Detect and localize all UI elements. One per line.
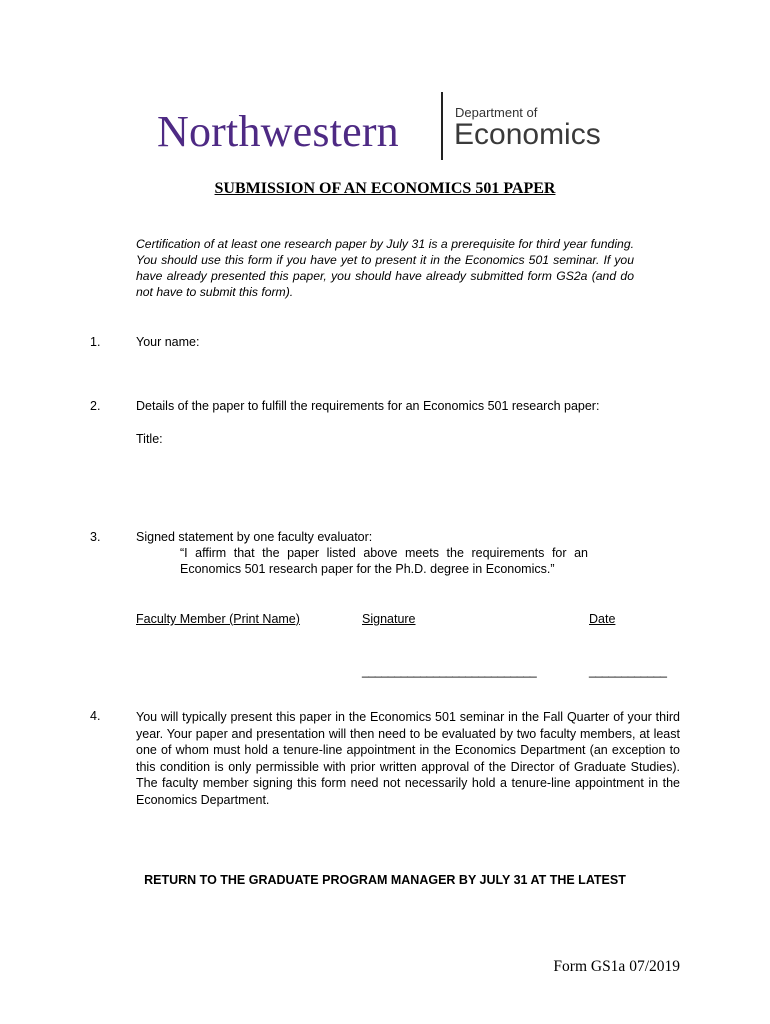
logo-divider <box>441 92 443 160</box>
title-label: Title: <box>136 432 163 446</box>
logo-department-prefix: Department of <box>455 105 538 120</box>
faculty-member-header: Faculty Member (Print Name) <box>136 612 300 626</box>
logo-university-name: Northwestern <box>157 107 399 156</box>
form-identifier: Form GS1a 07/2019 <box>553 958 680 975</box>
presentation-requirements-paragraph: You will typically present this paper in the Economics 501 seminar in the Fall Quarter of your third year. Your paper and presentation will then need to be evaluated by two faculty members, at least one of whom must hold a tenure-line appointment in the Economics Department (an exception to this condition is only permissible with prior written approval of the Director of Graduate Studies). The faculty member signing this form need not necessarily hold a tenure-line appointment in the Economics Department. <box>136 710 680 807</box>
faculty-affirmation-statement: “I affirm that the paper listed above meets the requirements for an Economics 501 research paper for the Ph.D. degree in Economics.” <box>180 546 588 576</box>
form-title: SUBMISSION OF AN ECONOMICS 501 PAPER <box>214 180 556 197</box>
paper-details-label: Details of the paper to fulfill the requirements for an Economics 501 research paper: <box>136 399 600 413</box>
item-4-number: 4. <box>90 709 101 723</box>
logo-department-name: Economics <box>454 118 601 151</box>
item-2-number: 2. <box>90 399 101 413</box>
signed-statement-label: Signed statement by one faculty evaluator: <box>136 530 373 544</box>
date-line: ____________ <box>589 664 667 678</box>
date-header: Date <box>589 612 616 626</box>
signature-header: Signature <box>362 612 416 626</box>
item-1-number: 1. <box>90 335 101 349</box>
your-name-label: Your name: <box>136 335 200 349</box>
return-notice: RETURN TO THE GRADUATE PROGRAM MANAGER BY JULY 31 AT THE LATEST <box>144 873 626 887</box>
intro-paragraph: Certification of at least one research paper by July 31 is a prerequisite for third year funding. You should use this form if you have yet to present it in the Economics 501 seminar. If you have already presented this paper, you should have already submitted form GS2a (and do not have to submit this form). <box>136 237 634 299</box>
signature-line: ___________________________ <box>362 664 537 678</box>
item-3-number: 3. <box>90 530 101 544</box>
